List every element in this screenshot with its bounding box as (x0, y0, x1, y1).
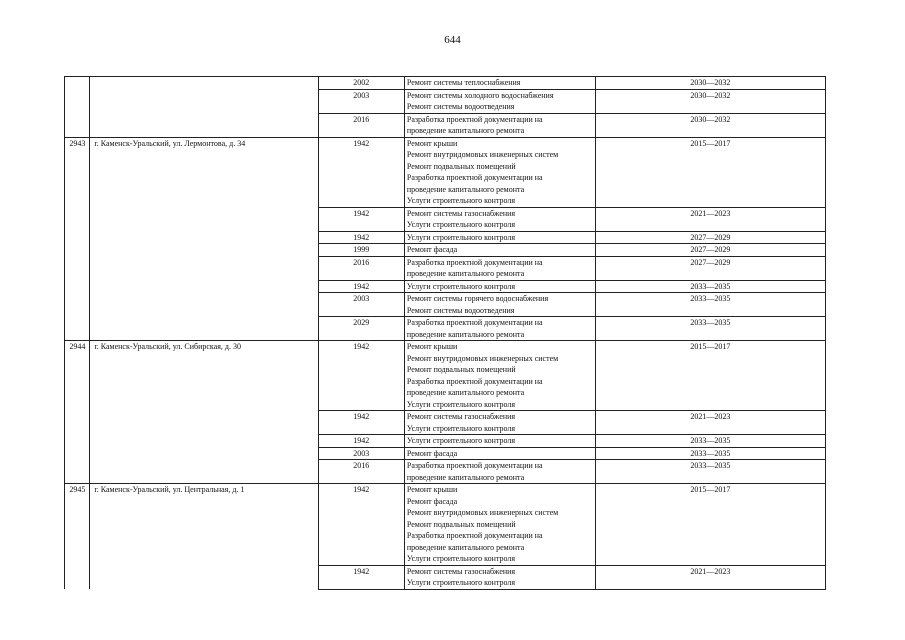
planned-period-cell: 2033—2035 (595, 280, 825, 293)
base-year-cell: 2016 (318, 256, 404, 280)
planned-period-cell: 2030—2032 (595, 89, 825, 113)
work-type-line: Ремонт системы холодного водоснабжения (406, 90, 554, 100)
work-type-line: Услуги строительного контроля (406, 436, 516, 445)
work-types-cell (404, 256, 595, 280)
work-type-line: Разработка проектной документации на (406, 461, 543, 470)
work-type-line: Ремонт системы газоснабжения (406, 412, 516, 421)
work-type-line: Ремонт внутридомовых инженерных систем (406, 508, 559, 517)
work-type-line: проведение капитального ремонта (406, 329, 525, 339)
object-address: г. Каменск-Уральский, ул. Лермонтова, д. 34 (90, 137, 318, 341)
planned-period-cell: 2027—2029 (595, 244, 825, 257)
work-type-line: Разработка проектной документации на (406, 376, 543, 386)
work-type-line: проведение капитального ремонта (406, 126, 525, 135)
base-year-cell: 2016 (318, 460, 404, 484)
work-types-cell (404, 411, 595, 435)
work-type-line: Услуги строительного контроля (406, 232, 516, 242)
base-year-cell: 1999 (318, 244, 404, 257)
planned-period-cell: 2033—2035 (595, 460, 825, 484)
base-year-cell: 1942 (318, 484, 404, 566)
work-types-cell (404, 280, 595, 293)
base-year-cell: 1942 (318, 411, 404, 435)
base-year-cell: 2003 (318, 89, 404, 113)
work-type-line: Разработка проектной документации на (406, 257, 543, 267)
planned-period-cell: 2021—2023 (595, 207, 825, 231)
table-row (65, 341, 826, 411)
work-type-line: Услуги строительного контроля (406, 196, 516, 205)
work-types-cell (404, 89, 595, 113)
work-types-cell (404, 435, 595, 448)
work-type-line: Услуги строительного контроля (406, 578, 516, 587)
object-address: г. Каменск-Уральский, ул. Сибирская, д. 30 (90, 341, 318, 484)
object-number: 2943 (65, 137, 90, 341)
planned-period-cell: 2033—2035 (595, 447, 825, 460)
planned-period-cell: 2033—2035 (595, 435, 825, 448)
base-year-cell: 1942 (318, 565, 404, 589)
work-type-line: Ремонт системы водоотведения (406, 305, 515, 315)
work-types-cell (404, 484, 595, 566)
table-row (65, 77, 826, 90)
table-row (65, 137, 826, 207)
work-types-cell (404, 293, 595, 317)
work-type-line: Разработка проектной документации на (406, 531, 543, 540)
work-types-cell (404, 565, 595, 589)
table-row (65, 484, 826, 566)
work-types-cell (404, 447, 595, 460)
base-year-cell: 2003 (318, 293, 404, 317)
work-type-line: Ремонт системы теплоснабжения (406, 78, 521, 87)
work-types-cell (404, 341, 595, 411)
table-body (65, 77, 826, 590)
base-year-cell: 1942 (318, 137, 404, 207)
object-number: 2945 (65, 484, 90, 590)
work-type-line: Услуги строительного контроля (406, 554, 516, 563)
work-types-cell (404, 244, 595, 257)
planned-period-cell: 2015—2017 (595, 137, 825, 207)
page-number: 644 (444, 34, 461, 46)
work-type-line: Ремонт подвальных помещений (406, 365, 516, 374)
work-types-cell (404, 137, 595, 207)
work-type-line: Ремонт внутридомовых инженерных систем (406, 150, 559, 159)
work-type-line: проведение капитального ремонта (406, 542, 525, 552)
planned-period-cell: 2021—2023 (595, 411, 825, 435)
work-type-line: Ремонт крыши (406, 485, 458, 494)
work-types-cell (404, 77, 595, 90)
work-type-line: Ремонт системы горячего водоснабжения (406, 294, 549, 303)
work-types-cell (404, 113, 595, 137)
planned-period-cell: 2033—2035 (595, 293, 825, 317)
work-type-line: Услуги строительного контроля (406, 399, 516, 409)
work-type-line: Услуги строительного контроля (406, 220, 516, 229)
object-address: г. Каменск-Уральский, ул. Центральная, д. 1 (90, 484, 318, 590)
work-type-line: Ремонт подвальных помещений (406, 519, 516, 529)
base-year-cell: 1942 (318, 207, 404, 231)
work-type-line: Разработка проектной документации на (406, 173, 543, 182)
work-type-line: Ремонт фасада (406, 496, 458, 506)
planned-period-cell: 2027—2029 (595, 256, 825, 280)
work-type-line: Ремонт фасада (406, 245, 458, 254)
planned-period-cell: 2015—2017 (595, 484, 825, 566)
planned-period-cell: 2015—2017 (595, 341, 825, 411)
work-type-line: Ремонт системы газоснабжения (406, 208, 516, 218)
planned-period-cell: 2030—2032 (595, 113, 825, 137)
work-type-line: проведение капитального ремонта (406, 269, 525, 278)
work-types-cell (404, 231, 595, 244)
work-type-line: Разработка проектной документации на (406, 114, 543, 124)
work-type-line: Услуги строительного контроля (406, 423, 516, 433)
work-type-line: Разработка проектной документации на (406, 318, 543, 327)
base-year-cell: 2003 (318, 447, 404, 460)
base-year-cell: 1942 (318, 435, 404, 448)
work-type-line: Ремонт крыши (406, 342, 458, 351)
work-type-line: проведение капитального ремонта (406, 472, 525, 482)
work-type-line: Ремонт внутридомовых инженерных систем (406, 353, 559, 363)
planned-period-cell: 2030—2032 (595, 77, 825, 90)
work-type-line: Ремонт крыши (406, 138, 458, 148)
work-type-line: Ремонт системы газоснабжения (406, 566, 516, 576)
planned-period-cell: 2033—2035 (595, 317, 825, 341)
object-address (90, 77, 318, 138)
base-year-cell: 2002 (318, 77, 404, 90)
object-number: 2944 (65, 341, 90, 484)
work-type-line: Ремонт системы водоотведения (406, 102, 515, 111)
base-year-cell: 1942 (318, 231, 404, 244)
base-year-cell: 1942 (318, 280, 404, 293)
work-types-cell (404, 317, 595, 341)
work-types-cell (404, 460, 595, 484)
planned-period-cell: 2027—2029 (595, 231, 825, 244)
work-type-line: проведение капитального ремонта (406, 184, 525, 194)
work-type-line: Ремонт фасада (406, 448, 458, 458)
work-types-cell (404, 207, 595, 231)
base-year-cell: 2029 (318, 317, 404, 341)
base-year-cell: 1942 (318, 341, 404, 411)
work-type-line: Ремонт подвальных помещений (406, 161, 516, 171)
capital-repair-table (64, 76, 826, 590)
work-type-line: проведение капитального ремонта (406, 388, 525, 397)
planned-period-cell: 2021—2023 (595, 565, 825, 589)
work-type-line: Услуги строительного контроля (406, 281, 516, 291)
object-number (65, 77, 90, 138)
base-year-cell: 2016 (318, 113, 404, 137)
